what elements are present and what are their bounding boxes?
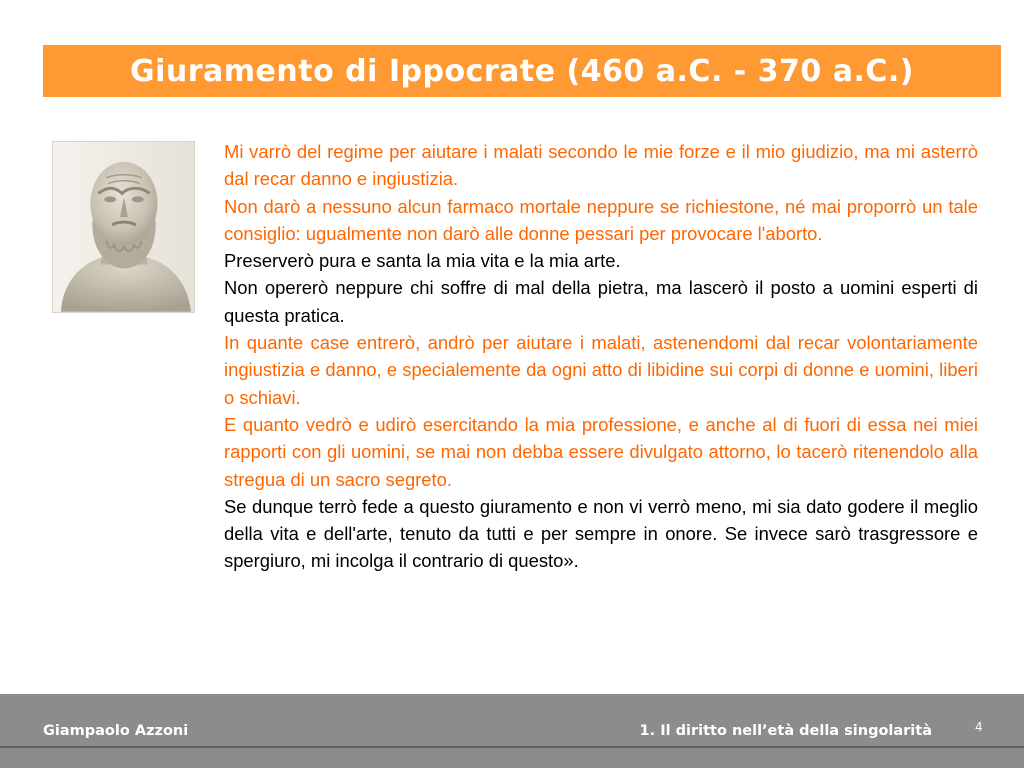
hippocrates-bust-image	[52, 141, 195, 313]
oath-paragraph: Non opererò neppure chi soffre di mal della pietra, ma lascerò il posto a uomini esperti di questa pratica.	[224, 277, 978, 326]
oath-paragraph: Se dunque terrò fede a questo giuramento e non vi verrò meno, mi sia dato godere il meglio della vita e dell'arte, tenuto da tutti e per sempre in onore. Se invece sarò trasgressore e spergiuro, mi incolga il contrario di questo».	[224, 495, 978, 572]
title-bar	[43, 45, 1001, 97]
page-number: 4	[975, 720, 983, 734]
footer-divider	[0, 746, 1024, 748]
footer-author: Giampaolo Azzoni	[43, 723, 189, 739]
slide-title: Giuramento di Ippocrate (460 a.C. - 370 a.C.)	[129, 53, 915, 89]
oath-paragraph: Non darò a nessuno alcun farmaco mortale neppure se richiestone, né mai proporrò un tale consiglio: ugualmente non darò alle donne pessari per provocare l'aborto.	[224, 195, 978, 244]
oath-paragraph: Preserverò pura e santa la mia vita e la mia arte.	[224, 250, 621, 272]
oath-text	[224, 138, 978, 575]
bust-illustration	[53, 142, 194, 312]
footer-bar	[0, 694, 1024, 768]
oath-paragraph: Mi varrò del regime per aiutare i malati secondo le mie forze e il mio giudizio, ma mi asterrò dal recar danno e ingiustizia.	[224, 141, 978, 190]
footer-chapter: 1. Il diritto nell’età della singolarità	[639, 723, 932, 739]
oath-paragraph: In quante case entrerò, andrò per aiutare i malati, astenendomi dal recar volontariamente ingiustizia e danno, e specialemente da ogni atto di libidine sui corpi di donne e uomini, liberi o schiavi.	[224, 332, 978, 408]
oath-paragraph: E quanto vedrò e udirò esercitando la mia professione, e anche al di fuori di essa nei miei rapporti con gli uomini, se mai non debba essere divulgato attorno, lo tacerò ritenendolo alla stregua di un sacro segreto.	[224, 413, 978, 490]
